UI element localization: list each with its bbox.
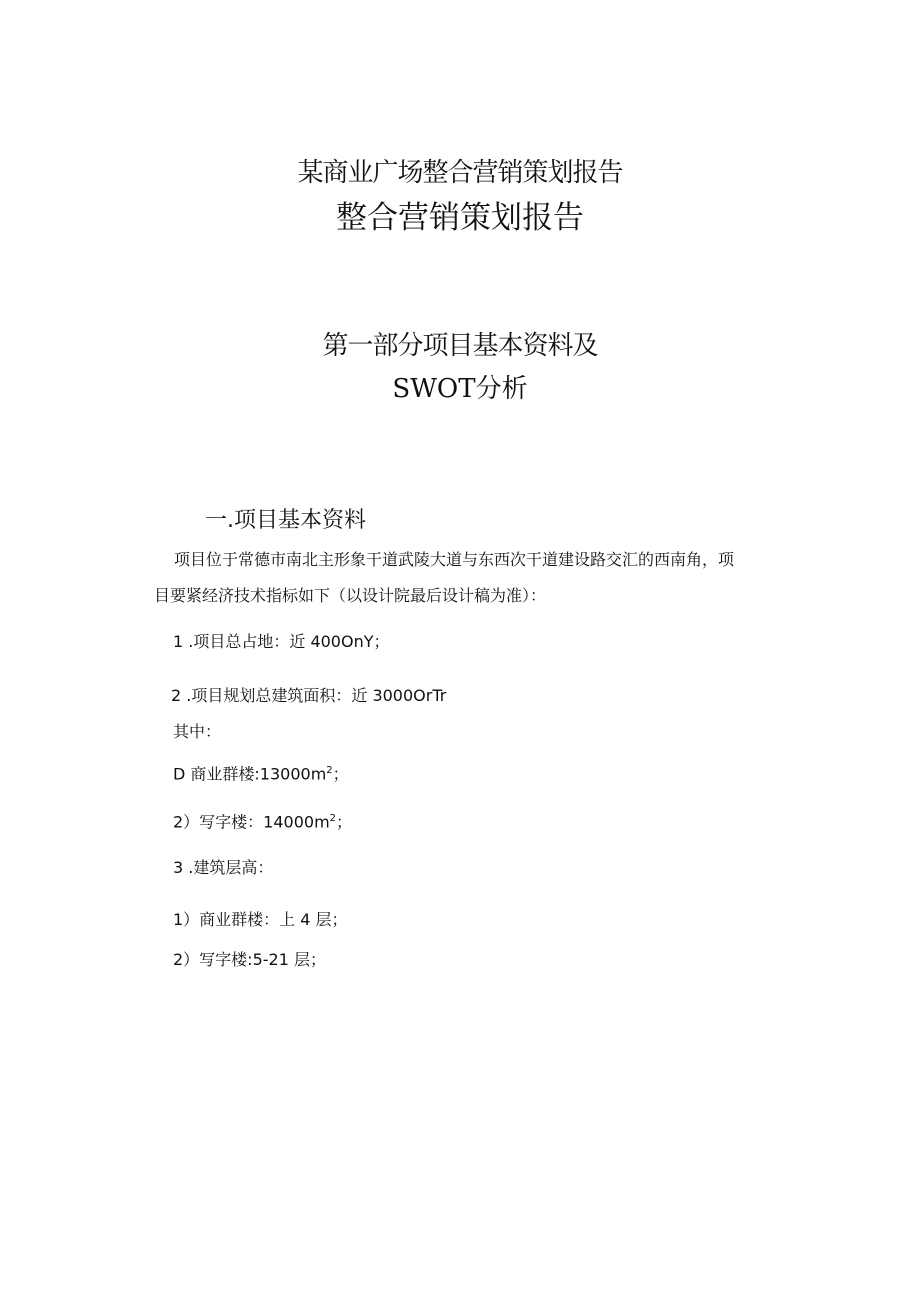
list-item: 其中：	[173, 722, 222, 741]
list-item: 2）写字楼:5-21 层；	[173, 950, 326, 969]
item-text: 2）写字楼：14000m	[173, 812, 330, 832]
list-item: 1）商业群楼：上 4 层；	[173, 910, 348, 929]
list-item: 3 .建筑层高：	[173, 858, 274, 877]
document-title: 某商业广场整合营销策划报告	[297, 158, 623, 188]
document-subtitle: 整合营销策划报告	[336, 200, 584, 236]
list-item: 2 .项目规划总建筑面积：近 3000OrTr	[171, 686, 447, 705]
superscript: 2	[329, 813, 337, 824]
part-heading-line1: 第一部分项目基本资料及	[322, 331, 598, 361]
list-item	[173, 814, 352, 830]
superscript: 2	[326, 765, 333, 776]
item-tail: ；	[336, 812, 353, 832]
list-item	[173, 766, 349, 782]
list-item: 1 .项目总占地：近 400OnY；	[173, 632, 390, 651]
item-text: D 商业群楼:13000m	[173, 764, 327, 784]
paragraph-line: 项目位于常德市南北主形象干道武陵大道与东西次干道建设路交汇的西南角，项	[174, 550, 735, 569]
section-heading: 一.项目基本资料	[205, 508, 366, 533]
paragraph-line: 目要紧经济技术指标如下（以设计院最后设计稿为准）：	[154, 586, 547, 605]
part-heading-line2: SWOT分析	[392, 374, 528, 404]
item-tail: ；	[332, 764, 349, 784]
